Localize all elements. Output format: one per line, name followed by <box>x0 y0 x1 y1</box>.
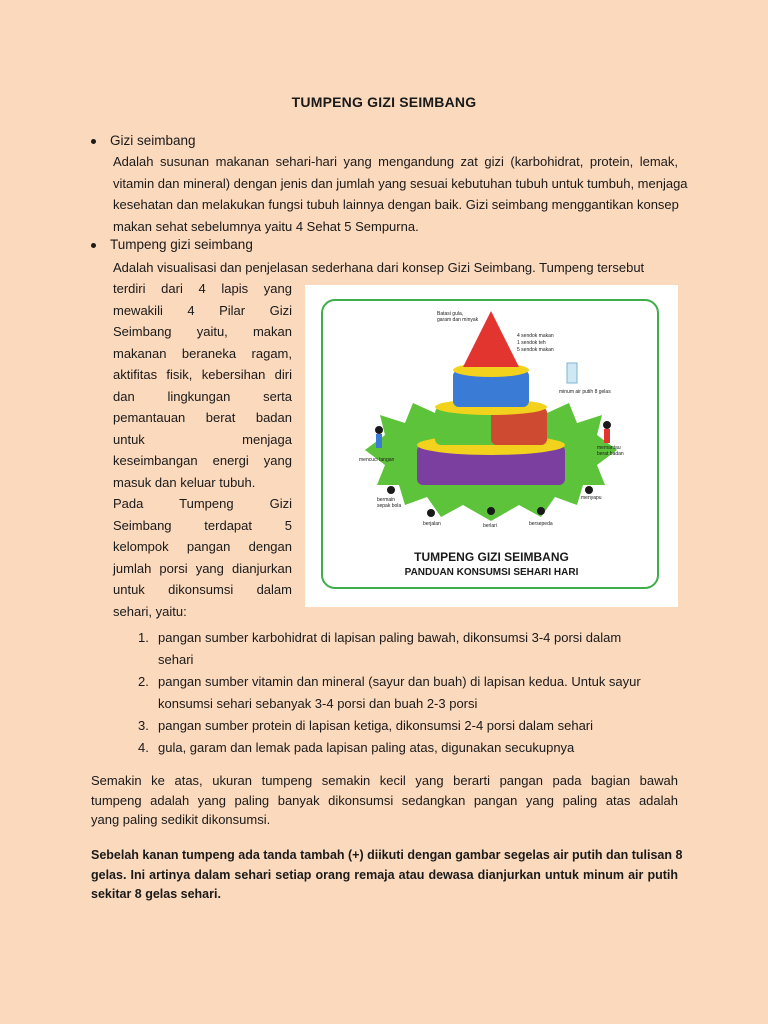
person-weigh-icon <box>603 421 611 429</box>
list-number: 4. <box>138 740 149 755</box>
paragraph-line: Pada Tumpeng Gizi <box>113 496 292 511</box>
paragraph-line: kesehatan dan melakukan fungsi tubuh lainnya dengan baik. Gizi seimbang menggantikan konsep <box>113 197 679 212</box>
page-title: TUMPENG GIZI SEIMBANG <box>291 94 477 110</box>
list-line: pangan sumber protein di lapisan ketiga, dikonsumsi 2-4 porsi dalam sehari <box>158 718 594 733</box>
paragraph-line: pemantauan berat badan <box>113 410 292 425</box>
paragraph-line: aktifitas fisik, kebersihan diri <box>113 367 292 382</box>
bullet-gizi-seimbang <box>91 133 196 148</box>
person-walk-icon <box>427 509 435 517</box>
paragraph-line: vitamin dan mineral) dengan jenis dan jumlah yang sesuai kebutuhan tubuh untuk tumbuh, menjaga <box>113 175 688 191</box>
water-glass-icon <box>567 363 577 383</box>
paragraph-line: Semakin ke atas, ukuran tumpeng semakin kecil yang berarti pangan pada bagian bawah <box>91 773 678 788</box>
paragraph-line: tumpeng adalah yang paling banyak dikonsumsi sedangkan pangan yang paling atas adalah <box>91 792 678 808</box>
top-note: 5 sendok makan <box>517 347 554 353</box>
list-line: sehari <box>158 652 194 667</box>
section2-first-line <box>113 257 678 279</box>
side-label-pray: menyapu <box>581 495 602 501</box>
side-label-line: memantau <box>597 445 621 451</box>
paragraph-line: Seimbang terdapat 5 <box>113 517 292 533</box>
side-label-bike: bersepeda <box>529 521 553 527</box>
tumpeng-figure <box>305 285 678 607</box>
paragraph-line: gelas. Ini artinya dalam sehari setiap orang remaja atau dewasa dianjurkan untuk minum air putih <box>91 867 678 882</box>
paragraph-tumpeng-size <box>91 771 678 830</box>
bullet-heading: Tumpeng gizi seimbang <box>110 237 253 252</box>
paragraph-line: masuk dan keluar tubuh. <box>113 474 256 490</box>
paragraph-line: makanan beraneka ragam, <box>113 345 292 361</box>
person-sweep-icon <box>585 486 593 494</box>
figure-top-notes <box>517 333 554 354</box>
side-label-walk: berjalan <box>423 521 441 527</box>
paragraph-line: dan lingkungan serta <box>113 388 292 404</box>
list-item <box>138 737 678 759</box>
paragraph-line: jumlah porsi yang dianjurkan <box>113 560 292 576</box>
list-item <box>138 671 678 715</box>
figure-top-label <box>437 311 478 323</box>
paragraph-line: Sebelah kanan tumpeng ada tanda tambah (+) diikuti dengan gambar segelas air putih dan tulisan 8 <box>91 848 683 862</box>
figure-title: TUMPENG GIZI SEIMBANG <box>414 550 569 564</box>
water-note: minum air putih 8 gelas <box>559 389 611 395</box>
top-label-line: garam dan minyak <box>437 317 479 323</box>
section1-paragraph <box>113 151 688 237</box>
side-label-run: berlari <box>483 523 497 529</box>
list-number: 1. <box>138 630 149 645</box>
food-group-list <box>138 627 678 759</box>
bullet-dot <box>91 139 96 144</box>
paragraph-line: untuk menjaga <box>113 431 292 447</box>
top-label-line: Batasi gula, <box>437 311 464 317</box>
bullet-heading: Gizi seimbang <box>110 133 196 148</box>
section2-left-column <box>113 278 292 622</box>
person-wash-icon <box>375 426 383 434</box>
bullet-dot <box>91 243 96 248</box>
figure-subtitle: PANDUAN KONSUMSI SEHARI HARI <box>404 567 579 578</box>
paragraph-line: kelompok pangan dengan <box>113 539 292 554</box>
paragraph-line: Adalah visualisasi dan penjelasan sederhana dari konsep Gizi Seimbang. Tumpeng tersebut <box>113 260 645 275</box>
list-item <box>138 715 678 737</box>
paragraph-line: untuk dikonsumsi dalam <box>113 582 292 597</box>
person-run-icon <box>487 507 495 515</box>
side-label-wash: mencuci tangan <box>359 457 395 463</box>
list-line: pangan sumber karbohidrat di lapisan paling bawah, dikonsumsi 3-4 porsi dalam <box>158 630 622 645</box>
paragraph-line: makan sehat sebelumnya yaitu 4 Sehat 5 Sempurna. <box>113 218 419 234</box>
paragraph-line: keseimbangan energi yang <box>113 453 292 468</box>
paragraph-line: sekitar 8 gelas sehari. <box>91 887 221 901</box>
person-bike-icon <box>537 507 545 515</box>
side-label-line: berat badan <box>597 451 624 457</box>
paragraph-line: yang paling sedikit dikonsumsi. <box>91 812 271 827</box>
paragraph-line: mewakili 4 Pilar Gizi <box>113 302 292 318</box>
side-label-football <box>377 497 401 509</box>
list-line: konsumsi sehari sebanyak 3-4 porsi dan buah 2-3 porsi <box>158 696 478 711</box>
person-football-icon <box>387 486 395 494</box>
side-label-line: sepak bola <box>377 503 402 509</box>
list-item <box>138 627 678 671</box>
bullet-tumpeng-gizi <box>91 237 253 252</box>
paragraph-line: Adalah susunan makanan sehari-hari yang mengandung zat gizi (karbohidrat, protein, lemak, <box>113 154 678 169</box>
side-label-line: bermain <box>377 497 396 503</box>
paragraph-line: terdiri dari 4 lapis yang <box>113 281 292 296</box>
paragraph-line: Seimbang yaitu, makan <box>113 324 292 339</box>
paragraph-line: sehari, yaitu: <box>113 603 187 619</box>
list-number: 2. <box>138 674 149 689</box>
list-line: pangan sumber vitamin dan mineral (sayur dan buah) di lapisan kedua. Untuk sayur <box>158 674 641 689</box>
paragraph-water <box>91 846 683 905</box>
list-number: 3. <box>138 718 149 733</box>
top-note: 1 sendok teh <box>517 340 546 346</box>
list-line: gula, garam dan lemak pada lapisan paling atas, digunakan secukupnya <box>158 740 575 755</box>
side-label-weigh <box>597 445 624 457</box>
top-note: 4 sendok makan <box>517 333 554 339</box>
